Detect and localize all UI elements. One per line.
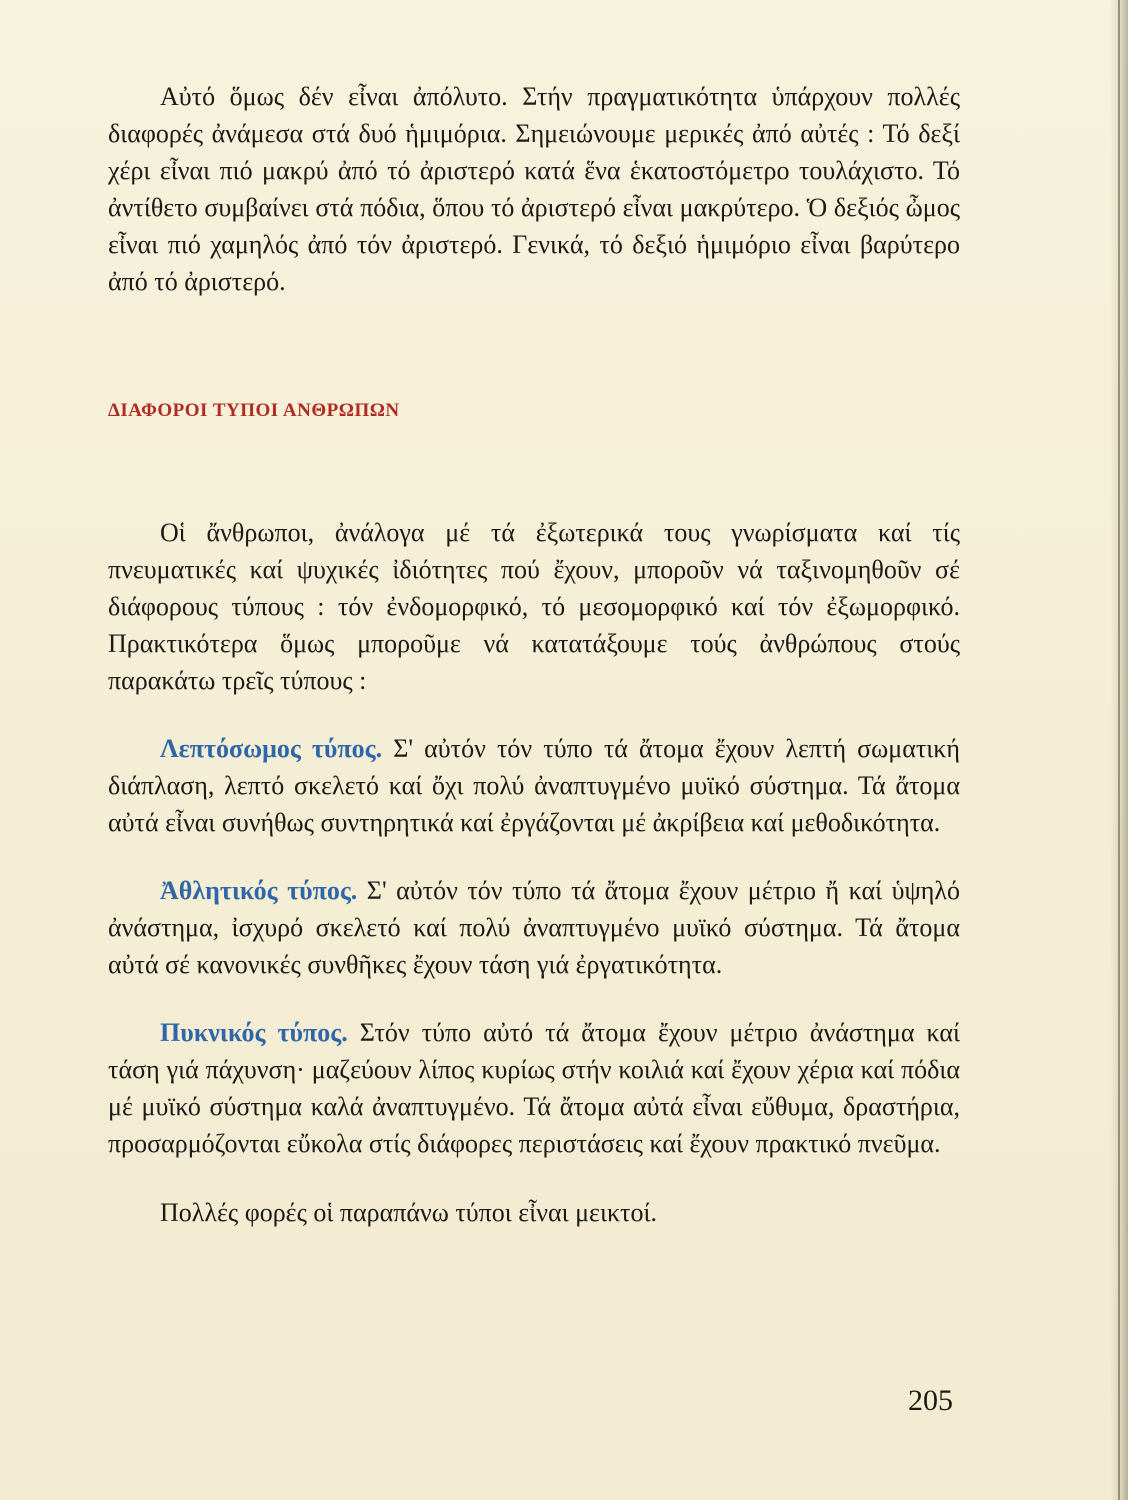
type-term: Λεπτόσωμος τύπος. [160, 734, 383, 763]
page-edge-line [1118, 0, 1120, 1500]
type-description: Στόν τύπο αὐτό τά ἄτομα ἔχουν μέτριο ἀνάστημα καί τάση γιά πάχυνση· μαζεύουν λίπος κυρίως στήν κοιλιά καί ἔχουν χέρια καί πόδια μέ μυϊκό σύστημα καλά ἀναπτυγμένο. Τά ἄτομα αὐτά εἶναι εὔθυμα, δραστήρια, προσαρμόζονται εὔκολα στίς διάφορες περιστάσεις καί ἔχουν πρακτικό πνεῦμα. [108, 1018, 960, 1158]
type-term: Πυκνικός τύπος. [160, 1018, 348, 1047]
type-term: Ἀθλητικός τύπος. [160, 876, 358, 905]
section-heading: ΔΙΑΦΟΡΟΙ ΤΥΠΟΙ ΑΝΘΡΩΠΩΝ [108, 400, 400, 421]
page-content [108, 78, 960, 1231]
type-paragraph-athletic [108, 872, 960, 983]
type-description: Σ' αὐτόν τόν τύπο τά ἄτομα ἔχουν λεπτή σωματική διάπλαση, λεπτό σκελετό καί ὄχι πολύ ἀναπτυγμένο μυϊκό σύστημα. Τά ἄτομα αὐτά εἶναι συνήθως συντηρητικά καί ἐργάζονται μέ ἀκρίβεια καί μεθοδικότητα. [108, 734, 960, 837]
intro-paragraph: Αὐτό ὅμως δέν εἶναι ἀπόλυτο. Στήν πραγματικότητα ὑπάρχουν πολλές διαφορές ἀνάμεσα στά δυό ἡμιμόρια. Σημειώνουμε μερικές ἀπό αὐτές : Τό δεξί χέρι εἶναι πιό μακρύ ἀπό τό ἀριστερό κατά ἕνα ἑκατοστόμετρο τουλάχιστο. Τό ἀντίθετο συμβαίνει στά πόδια, ὅπου τό ἀριστερό εἶναι μακρύτερο. Ὁ δεξιός ὦμος εἶναι πιό χαμηλός ἀπό τόν ἀριστερό. Γενικά, τό δεξιό ἡμιμόριο εἶναι βαρύτερο ἀπό τό ἀριστερό. [108, 82, 960, 296]
type-paragraph-leptosomatic [108, 730, 960, 841]
types-intro-paragraph: Οἱ ἄνθρωποι, ἀνάλογα μέ τά ἐξωτερικά τους γνωρίσματα καί τίς πνευματικές καί ψυχικές ἰδιότητες πού ἔχουν, μποροῦν νά ταξινομηθοῦν σέ διάφορους τύπους : τόν ἐνδομορφικό, τό μεσομορφικό καί τόν ἐξωμορφικό. Πρακτικότερα ὅμως μποροῦμε νά κατατάξουμε τούς ἀνθρώπους στούς παρακάτω τρεῖς τύπους : [108, 518, 960, 695]
type-description: Σ' αὐτόν τόν τύπο τά ἄτομα ἔχουν μέτριο ἤ καί ὑψηλό ἀνάστημα, ἰσχυρό σκελετό καί πολύ ἀναπτυγμένο μυϊκό σύστημα. Τά ἄτομα αὐτά σέ κανονικές συνθῆκες ἔχουν τάση γιά ἐργατικότητα. [108, 876, 960, 979]
type-paragraph-pyknic [108, 1014, 960, 1162]
closing-paragraph: Πολλές φορές οἱ παραπάνω τύποι εἶναι μεικτοί. [160, 1198, 657, 1227]
page-number: 205 [908, 1384, 953, 1417]
